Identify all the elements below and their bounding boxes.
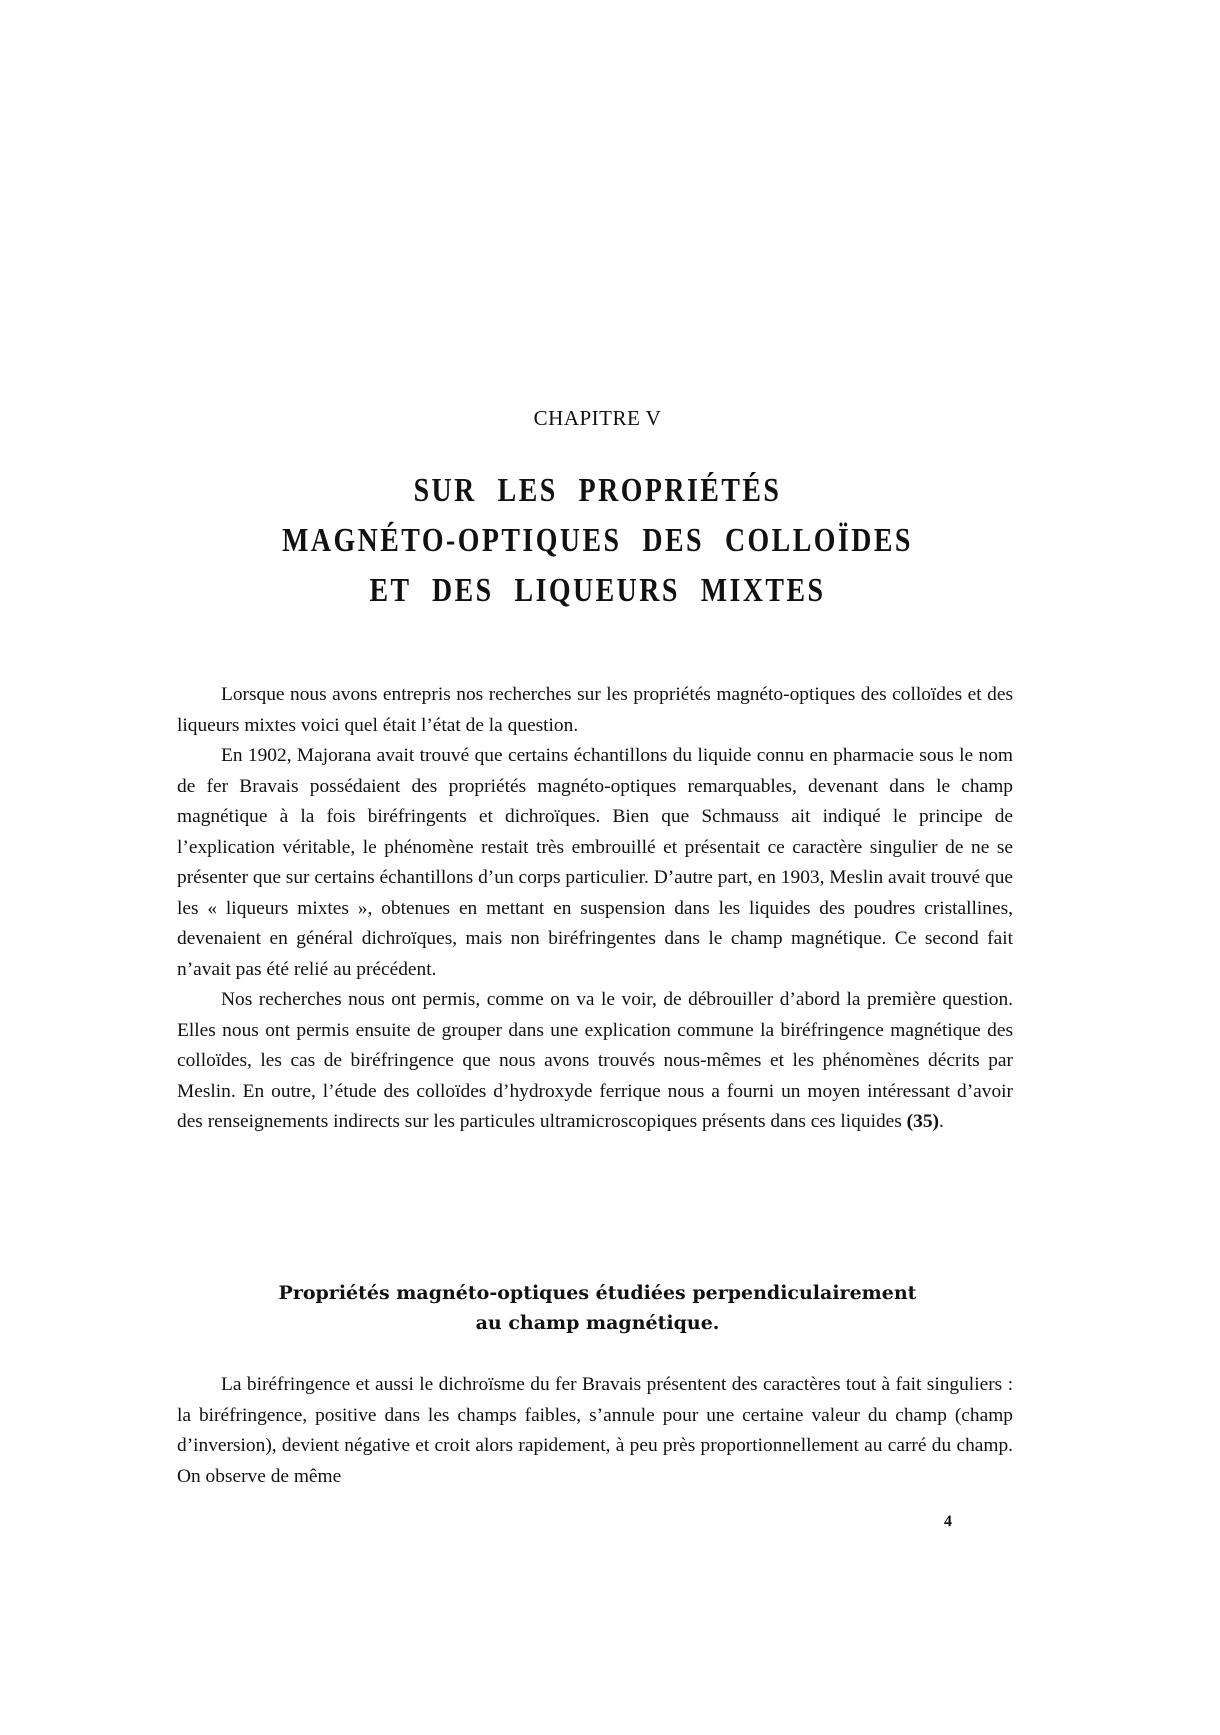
section-heading-line: au champ magnétique. [475, 1312, 720, 1334]
title-line: ET DES LIQUEURS MIXTES [369, 572, 826, 609]
reference-number: (35) [906, 1111, 939, 1132]
paragraph: En 1902, Majorana avait trouvé que certains échantillons du liquide connu en pharmacie sous le nom de fer Bravais possédaient des propriétés magnéto-optiques remarquables, devenant dans le champ magnétique à la fois biréfringents et dichroïques. Bien que Schmauss ait indiqué le principe de l’explication véritable, le phénomène restait très embrouillé et présentait ce caractère singulier de ne se présenter que sur certains échantillons d’un corps particulier. D’autre part, en 1903, Meslin avait trouvé que les « liqueurs mixtes », obtenues en mettant en suspension dans les liquides des poudres cristallines, devenaient en général dichroïques, mais non biréfringentes dans le champ magnétique. Ce second fait n’avait pas été relié au précédent. [177, 745, 1013, 980]
title-line: SUR LES PROPRIÉTÉS [413, 472, 782, 509]
section-heading-line: Propriétés magnéto-optiques étudiées perpendiculairement [278, 1282, 917, 1304]
section-heading [0, 1278, 1195, 1338]
paragraph: Lorsque nous avons entrepris nos recherches sur les propriétés magnéto-optiques des colloïdes et des liqueurs mixtes voici quel était l’état de la question. [177, 684, 1013, 736]
chapter-label: CHAPITRE V [533, 406, 662, 430]
paragraph [177, 985, 1013, 1138]
section-text [177, 1370, 1013, 1492]
intro-text [177, 680, 1013, 1138]
chapter-title [108, 466, 1088, 616]
title-line: MAGNÉTO-OPTIQUES DES COLLOÏDES [282, 522, 913, 559]
paragraph: La biréfringence et aussi le dichroïsme du fer Bravais présentent des caractères tout à fait singuliers : la biréfringence, positive dans les champs faibles, s’annule pour une certaine valeur du champ (champ d’inversion), devient négative et croit alors rapidement, à peu près proportionnellement au carré du champ. On observe de même [177, 1374, 1013, 1487]
paragraph-text: Nos recherches nous ont permis, comme on va le voir, de débrouiller d’abord la première question. Elles nous ont permis ensuite de grouper dans une explication commune la biréfringence magnétique des colloïdes, les cas de biréfringence que nous avons trouvés nous-mêmes et les phénomènes décrits par Meslin. En outre, l’étude des colloïdes d’hydroxyde ferrique nous a fourni un moyen intéressant d’avoir des renseignements indirects sur les particules ultramicroscopiques présents dans ces liquides [177, 989, 1013, 1132]
page-signature: 4 [944, 1513, 952, 1530]
reference-suffix: . [938, 1111, 944, 1132]
